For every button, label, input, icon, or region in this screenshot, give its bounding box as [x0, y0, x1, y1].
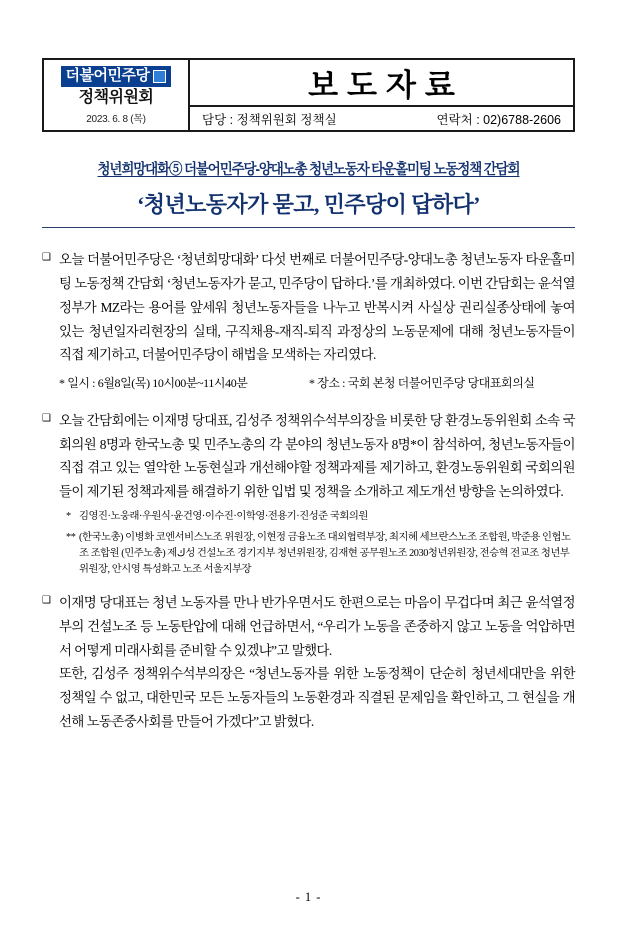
document-page — [0, 58, 617, 931]
page-footer: - 1 - — [295, 890, 322, 904]
contact-person: 담당 : 정책위원회 정책실 — [202, 112, 337, 127]
footnote-1-text: 김영진·노웅래·우원식·윤건영·이수진·이학영·전용기·진성준 국회의원 — [79, 511, 368, 523]
footnote-2-marker: ** — [66, 532, 76, 544]
release-date: 2023. 6. 8 (목) — [86, 113, 146, 125]
contact-phone: 연락처 : 02)6788-2606 — [436, 112, 561, 127]
logo-square-icon — [153, 70, 166, 83]
doc-title: 보도자료 — [308, 68, 464, 103]
doc-meta-cell — [190, 107, 573, 130]
document-body — [42, 248, 575, 734]
event-time: * 일시 : 6월8일(목) 10시00분~11시40분 — [59, 376, 248, 391]
headline-eyebrow: 청년희망대화⑤ 더불어민주당-양대노총 청년노동자 타운홀미팅 노동정책 간담회 — [97, 162, 520, 178]
footnote-1 — [66, 509, 575, 525]
square-bullet-icon: ❑ — [42, 594, 51, 606]
paragraph-3-text — [59, 591, 575, 734]
headline-title: ‘청년노동자가 묻고, 민주당이 답하다’ — [137, 192, 480, 217]
paragraph-1 — [42, 248, 575, 367]
event-place: * 장소 : 국회 본청 더불어민주당 당대표회의실 — [309, 376, 535, 391]
paragraph-1-text: 오늘 더불어민주당은 ‘청년희망대화’ 다섯 번째로 더불어민주당-양대노총 청년노동자 타운홀미팅 노동정책 간담회 ‘청년노동자가 묻고, 민주당이 답하다.’를 개최하였다. 이번 간담회는 윤석열정부가 MZ라는 용어를 앞세워 청년노동자들을 나누고 반복시켜 사실상 권리실종상태에 놓여 있는 청년일자리현장의 실태, 구직채용-재직-퇴직 과정상의 노동문제에 대해 청년노동자들이 직접 제기하고, 더불어민주당이 해법을 모색하는 자리였다. — [59, 252, 575, 363]
header-right — [190, 58, 575, 132]
party-logo-box — [42, 58, 190, 132]
paragraph-3-part-1: 이재명 당대표는 청년 노동자를 만나 반가우면서도 한편으로는 마음이 무겁다며 최근 윤석열정부의 건설노조 등 노동탄압에 대해 언급하면서, “우리가 노동을 존중하지 않고 노동을 억압하면서 어떻게 미래사회를 준비할 수 있겠냐”고 말했다. — [59, 594, 575, 658]
paragraph-3-part-2: 또한, 김성주 정책위수석부의장은 “청년노동자를 위한 노동정책이 단순히 청년세대만을 위한 정책일 수 없고, 대한민국 모든 노동자들의 노동환경과 직결된 문제임을 확인하고, 그 현실을 개선해 노동존중사회를 만들어 가겠다”고 밝혔다. — [59, 666, 575, 730]
committee-name: 정책위원회 — [78, 89, 154, 107]
paragraph-3 — [42, 591, 575, 734]
paragraph-2 — [42, 409, 575, 504]
party-logo-band — [61, 66, 172, 87]
section-gap — [42, 578, 575, 591]
footnote-1-marker: * — [66, 511, 71, 523]
doc-title-cell — [190, 60, 573, 107]
headline-block — [42, 158, 575, 228]
party-name-text: 더불어민주당 — [65, 67, 150, 85]
document-header — [42, 58, 575, 132]
square-bullet-icon: ❑ — [42, 252, 51, 263]
headline-divider — [42, 227, 575, 228]
footnote-2-text: (한국노총) 이병화 코엔서비스노조 위원장, 이현정 금융노조 대외협력부장, 최지혜 세브란스노조 조합원, 박준용 인협노조 조합원 (민주노총) 제ك성 건설노조 경기지부 청년위원장, 김재현 공무원노조 2030청년위원장, 전승혁 전교조 청년부위원장, 안시영 특성화고 노조 서울지부장 — [79, 532, 571, 575]
square-bullet-icon: ❑ — [42, 412, 51, 424]
footnote-2 — [66, 530, 575, 578]
event-info-line — [59, 373, 575, 394]
paragraph-2-text: 오늘 간담회에는 이재명 당대표, 김성주 정책위수석부의장을 비롯한 당 환경노동위원회 소속 국회의원 8명과 한국노총 및 민주노총의 각 분야의 청년노동자 8명*이 참석하여, 청년노동자들이 직접 겪고 있는 열악한 노동현실과 개선해야할 정책과제를 제기하고, 환경노동위원회 국회의원들이 제기된 정책과제를 해결하기 위한 입법 및 정책을 소개하고 제도개선 방향을 논의하였다. — [59, 412, 575, 500]
